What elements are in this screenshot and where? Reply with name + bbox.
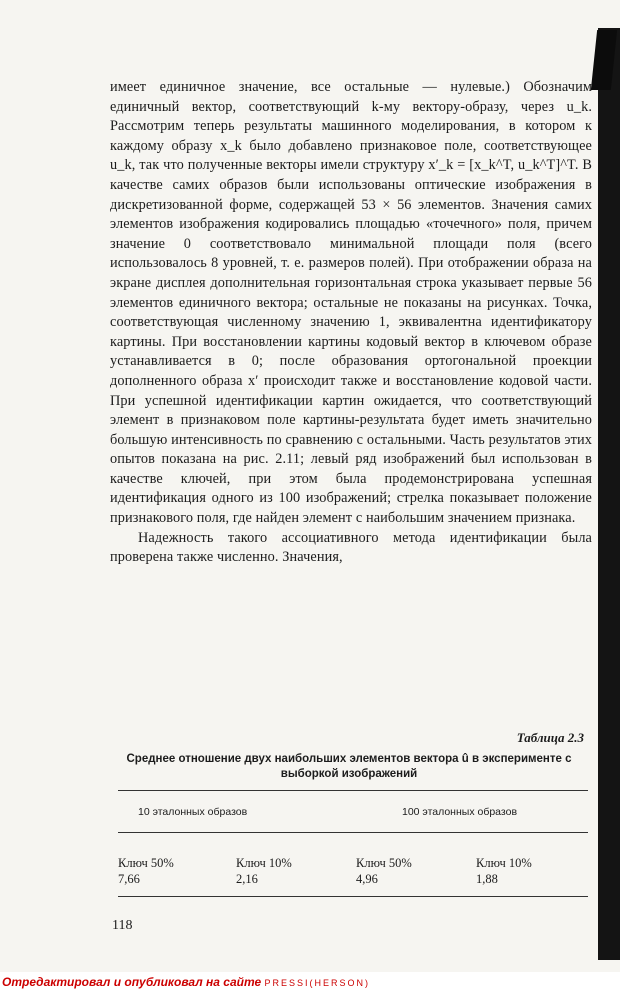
paragraph-1: имеет единичное значение, все остальные — нулевые.) Обозначим единичный вектор, соответствующий k-му вектору-образу, через u_k. Рассмотрим теперь результаты машинного моделирования, в котором к каждому образу x_k было добавлено признаковое поле, соответствующее u_k, так что полученные векторы имели структуру x′_k = [x_k^T, u_k^T]^T. В качестве самих образов были использованы оптические изображения в дискретизованной форме, содержащей 53 × 56 элементов. Значения самих элементов изображения кодировались площадью «точечного» поля, причем значение 0 соответствовало минимальной площади поля (всего использовалось 8 уровней, т. е. размеров полей). При отображении образа на экране дисплея дополнительная горизонтальная строка указывает первые 56 элементов единичного вектора; остальные не показаны на рисунках. Точка, соответствующая численному значению 1, эквивалентна идентификатору картины. При восстановлении картины кодовый вектор в ключевом образе устанавливается в 0; после образования ортогональной проекции дополненного образа x′ происходит также и восстановление кодовой части. При успешной идентификации картин ожидается, что соответствующий элемент в признаковом поле картины-результата будет иметь значительно большую интенсивность по сравнению с остальными. Часть результатов этих опытов показана на рис. 2.11; левый ряд изображений был использован в качестве ключей, при этом была продемонстрирована успешная идентификация одного из 100 изображений; стрелка показывает положение признакового поля, где найден элемент с наибольшим значением признака. [110, 79, 592, 527]
cell-value: 1,88 [476, 872, 498, 886]
table-rule-mid [118, 832, 588, 833]
table-cell [476, 855, 586, 887]
table-header-row [120, 806, 588, 824]
table-cell [236, 855, 346, 887]
table-cell [118, 855, 228, 887]
scan-edge-shadow [598, 28, 620, 960]
cell-label: Ключ 10% [236, 856, 292, 870]
body-text [110, 78, 592, 568]
table-rule-top [118, 790, 588, 791]
cell-label: Ключ 50% [118, 856, 174, 870]
paragraph-2: Надежность такого ассоциативного метода идентификации была проверена также численно. Значения, [110, 529, 592, 566]
table-data-row [118, 855, 588, 891]
table-title: Среднее отношение двух наибольших элементов вектора û в эксперименте с выборкой изображений [126, 753, 572, 780]
table-group-header-100: 100 эталонных образов [402, 806, 518, 818]
footer-credit-text: Отредактировал и опубликовал на сайте [2, 975, 262, 989]
table-group-header-10: 10 эталонных образов [138, 806, 248, 818]
page-number: 118 [112, 918, 133, 933]
table-rule-bottom [118, 896, 588, 897]
cell-label: Ключ 10% [476, 856, 532, 870]
cell-value: 4,96 [356, 872, 378, 886]
table-cell [356, 855, 466, 887]
cell-value: 2,16 [236, 872, 258, 886]
table-caption: Таблица 2.3 [516, 730, 584, 745]
cell-value: 7,66 [118, 872, 140, 886]
cell-label: Ключ 50% [356, 856, 412, 870]
footer-credit [0, 972, 620, 992]
footer-site-link[interactable]: PRESSI(HERSON) [264, 978, 371, 988]
